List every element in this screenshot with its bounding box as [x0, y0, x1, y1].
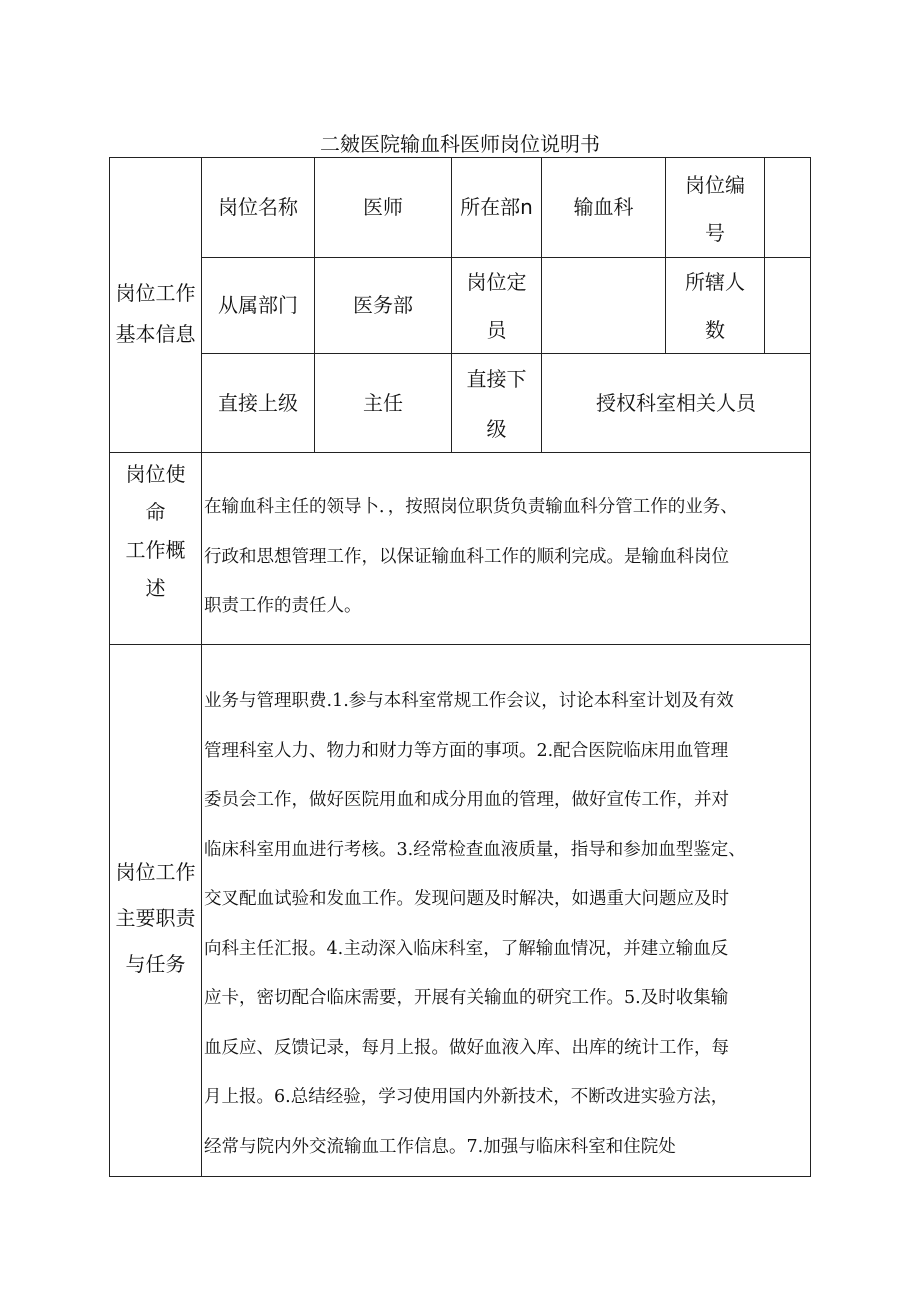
post-code-value [765, 158, 810, 257]
department-value: 输血科 [573, 195, 634, 219]
post-name-value: 医师 [363, 195, 403, 219]
mission-text: 在输血科主任的领导卜．，按照岗位职货负责输血科分管工作的业务、 行政和思想管理工作，以保证输血科工作的顺利完成。是输血科岗位 职责工作的责任人。 [204, 497, 738, 616]
duties-section-label: 岗位工作 主要职责 与任务 [115, 860, 196, 976]
superior-dept-label: 从属部门 [218, 293, 298, 317]
direct-superior-value: 主任 [363, 390, 403, 415]
mission-section-label: 岗位使 命 工作概 述 [125, 462, 186, 600]
staffing-label: 岗位定 员 [466, 269, 527, 342]
department-label: 所在部n [460, 195, 533, 219]
document-title: 二皴医院输血科医师岗位说明书 [320, 132, 600, 156]
post-name-label: 岗位名称 [218, 195, 298, 219]
post-code-label: 岗位编 号 [685, 173, 745, 245]
superior-dept-value: 医务部 [353, 293, 413, 317]
section-divider [109, 644, 811, 645]
direct-subordinate-label: 直接下 级 [466, 367, 527, 441]
section-divider [109, 452, 811, 453]
staffing-value [542, 258, 665, 353]
basic-info-section-label: 岗位工作 基本信息 [115, 281, 196, 346]
table-border-bottom [109, 1176, 811, 1177]
subordinates-count-value [765, 258, 810, 353]
direct-superior-label: 直接上级 [218, 390, 298, 415]
subordinates-count-label: 所辖人 数 [685, 269, 745, 342]
table-border-right [810, 157, 811, 1177]
duties-text: 业务与管理职费.1.参与本科室常规工作会议，讨论本科室计划及有效 管理科室人力、物力和财力等方面的事项。2.配合医院临床用血管理 委员会工作，做好医院用血和成分用血的管理，做好宣传工作，并对 临床科室用血进行考核。3.经常检查血液质量，指导和参加血型鉴定、 交叉配血试验和发血工作。发现问题及时解决，如遇重大问题应及时 向科主任汇报。4.主动深入临床科室，了解输血情况，并建立输血反 应卡，密切配合临床需要，开展有关输血的研究工作。5.及时收集输 血反应、反馈记录，每月上报。做好血液入库、出库的统计工作，每 月上报。6.总结经验，学习使用国内外新技术，不断改进实验方法， 经常与院内外交流输血工作信息。7.加强与临床科室和住院处 [204, 691, 746, 1157]
direct-subordinate-value: 授权科室相关人员 [596, 390, 756, 415]
